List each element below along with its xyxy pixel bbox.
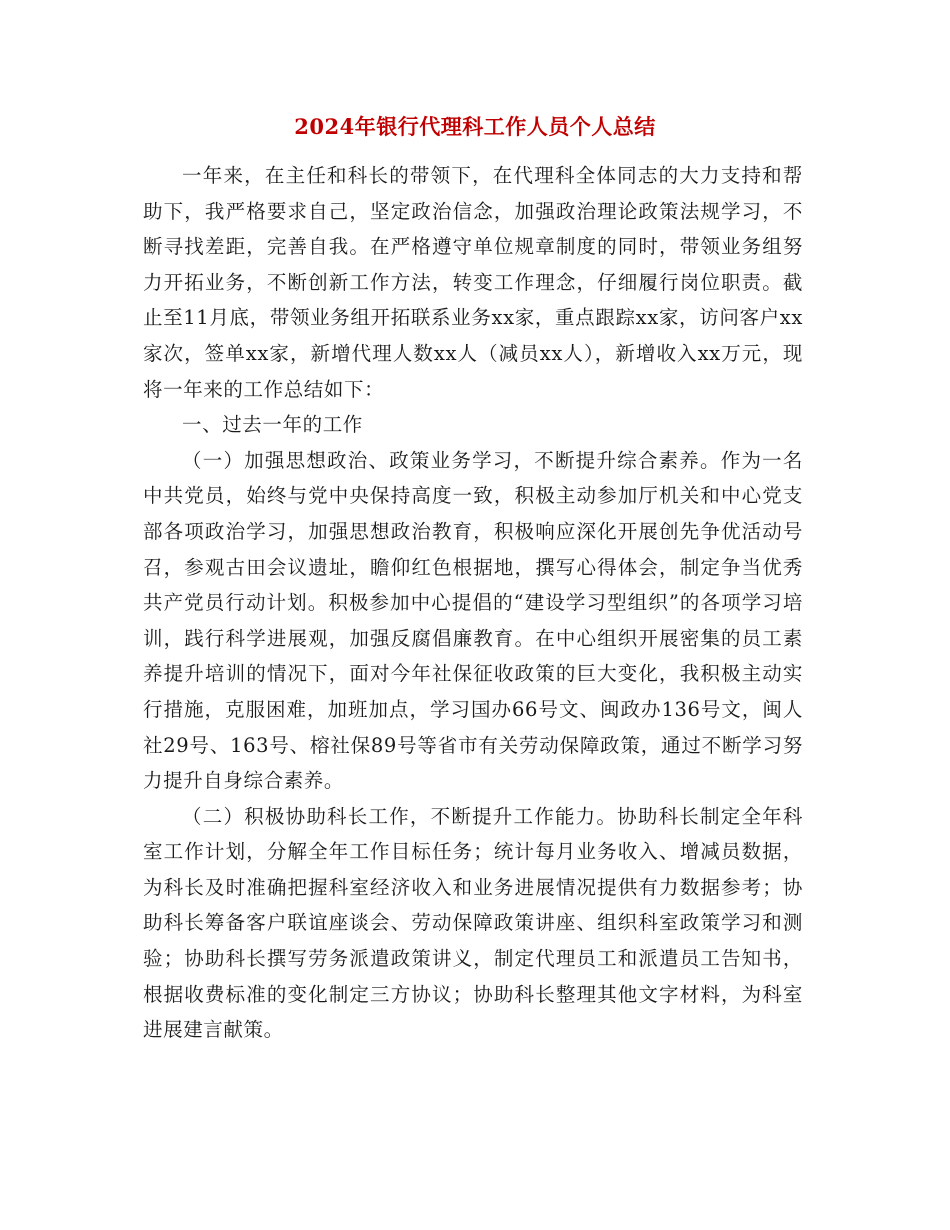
section-heading-past-year: 一、过去一年的工作 — [182, 413, 363, 437]
paragraph-study: （一）加强思想政治、政策业务学习，不断提升综合素养。作为一名中共党员，始终与党中央保持高度一致，积极主动参加厅机关和中心党支部各项政治学习，加强思想政治教育，积极响应深化开展创先争优活动号召，参观古田会议遗址，瞻仰红色根据地，撰写心得体会，制定争当优秀共产党员行动计划。积极参加中心提倡的“建设学习型组织”的各项学习培训，践行科学进展观，加强反腐倡廉教育。在中心组织开展密集的员工素养提升培训的情况下，面对今年社保征收政策的巨大变化，我积极主动实行措施，克服困难，加班加点，学习国办66号文、闽政办136号文，闽人社29号、163号、榕社保89号等省市有关劳动保障政策，通过不断学习努力提升自身综合素养。 — [143, 448, 803, 793]
paragraph-assist: （二）积极协助科长工作，不断提升工作能力。协助科长制定全年科室工作计划，分解全年工作目标任务；统计每月业务收入、增减员数据，为科长及时准确把握科室经济收入和业务进展情况提供有力数据参考；协助科长筹备客户联谊座谈会、劳动保障政策讲座、组织科室政策学习和测验；协助科长撰写劳务派遣政策讲义，制定代理员工和派遣员工告知书，根据收费标准的变化制定三方协议；协助科长整理其他文字材料，为科室进展建言献策。 — [143, 804, 803, 1042]
paragraph-intro: 一年来，在主任和科长的带领下，在代理科全体同志的大力支持和帮助下，我严格要求自己，坚定政治信念，加强政治理论政策法规学习，不断寻找差距，完善自我。在严格遵守单位规章制度的同时，带领业务组努力开拓业务，不断创新工作方法，转变工作理念，仔细履行岗位职责。截止至11月底，带领业务组开拓联系业务xx家，重点跟踪xx家，访问客户xx家次，签单xx家，新增代理人数xx人（减员xx人），新增收入xx万元，现将一年来的工作总结如下： — [143, 164, 803, 401]
document-body — [143, 158, 803, 1048]
document-title: 2024年银行代理科工作人员个人总结 — [294, 114, 656, 139]
